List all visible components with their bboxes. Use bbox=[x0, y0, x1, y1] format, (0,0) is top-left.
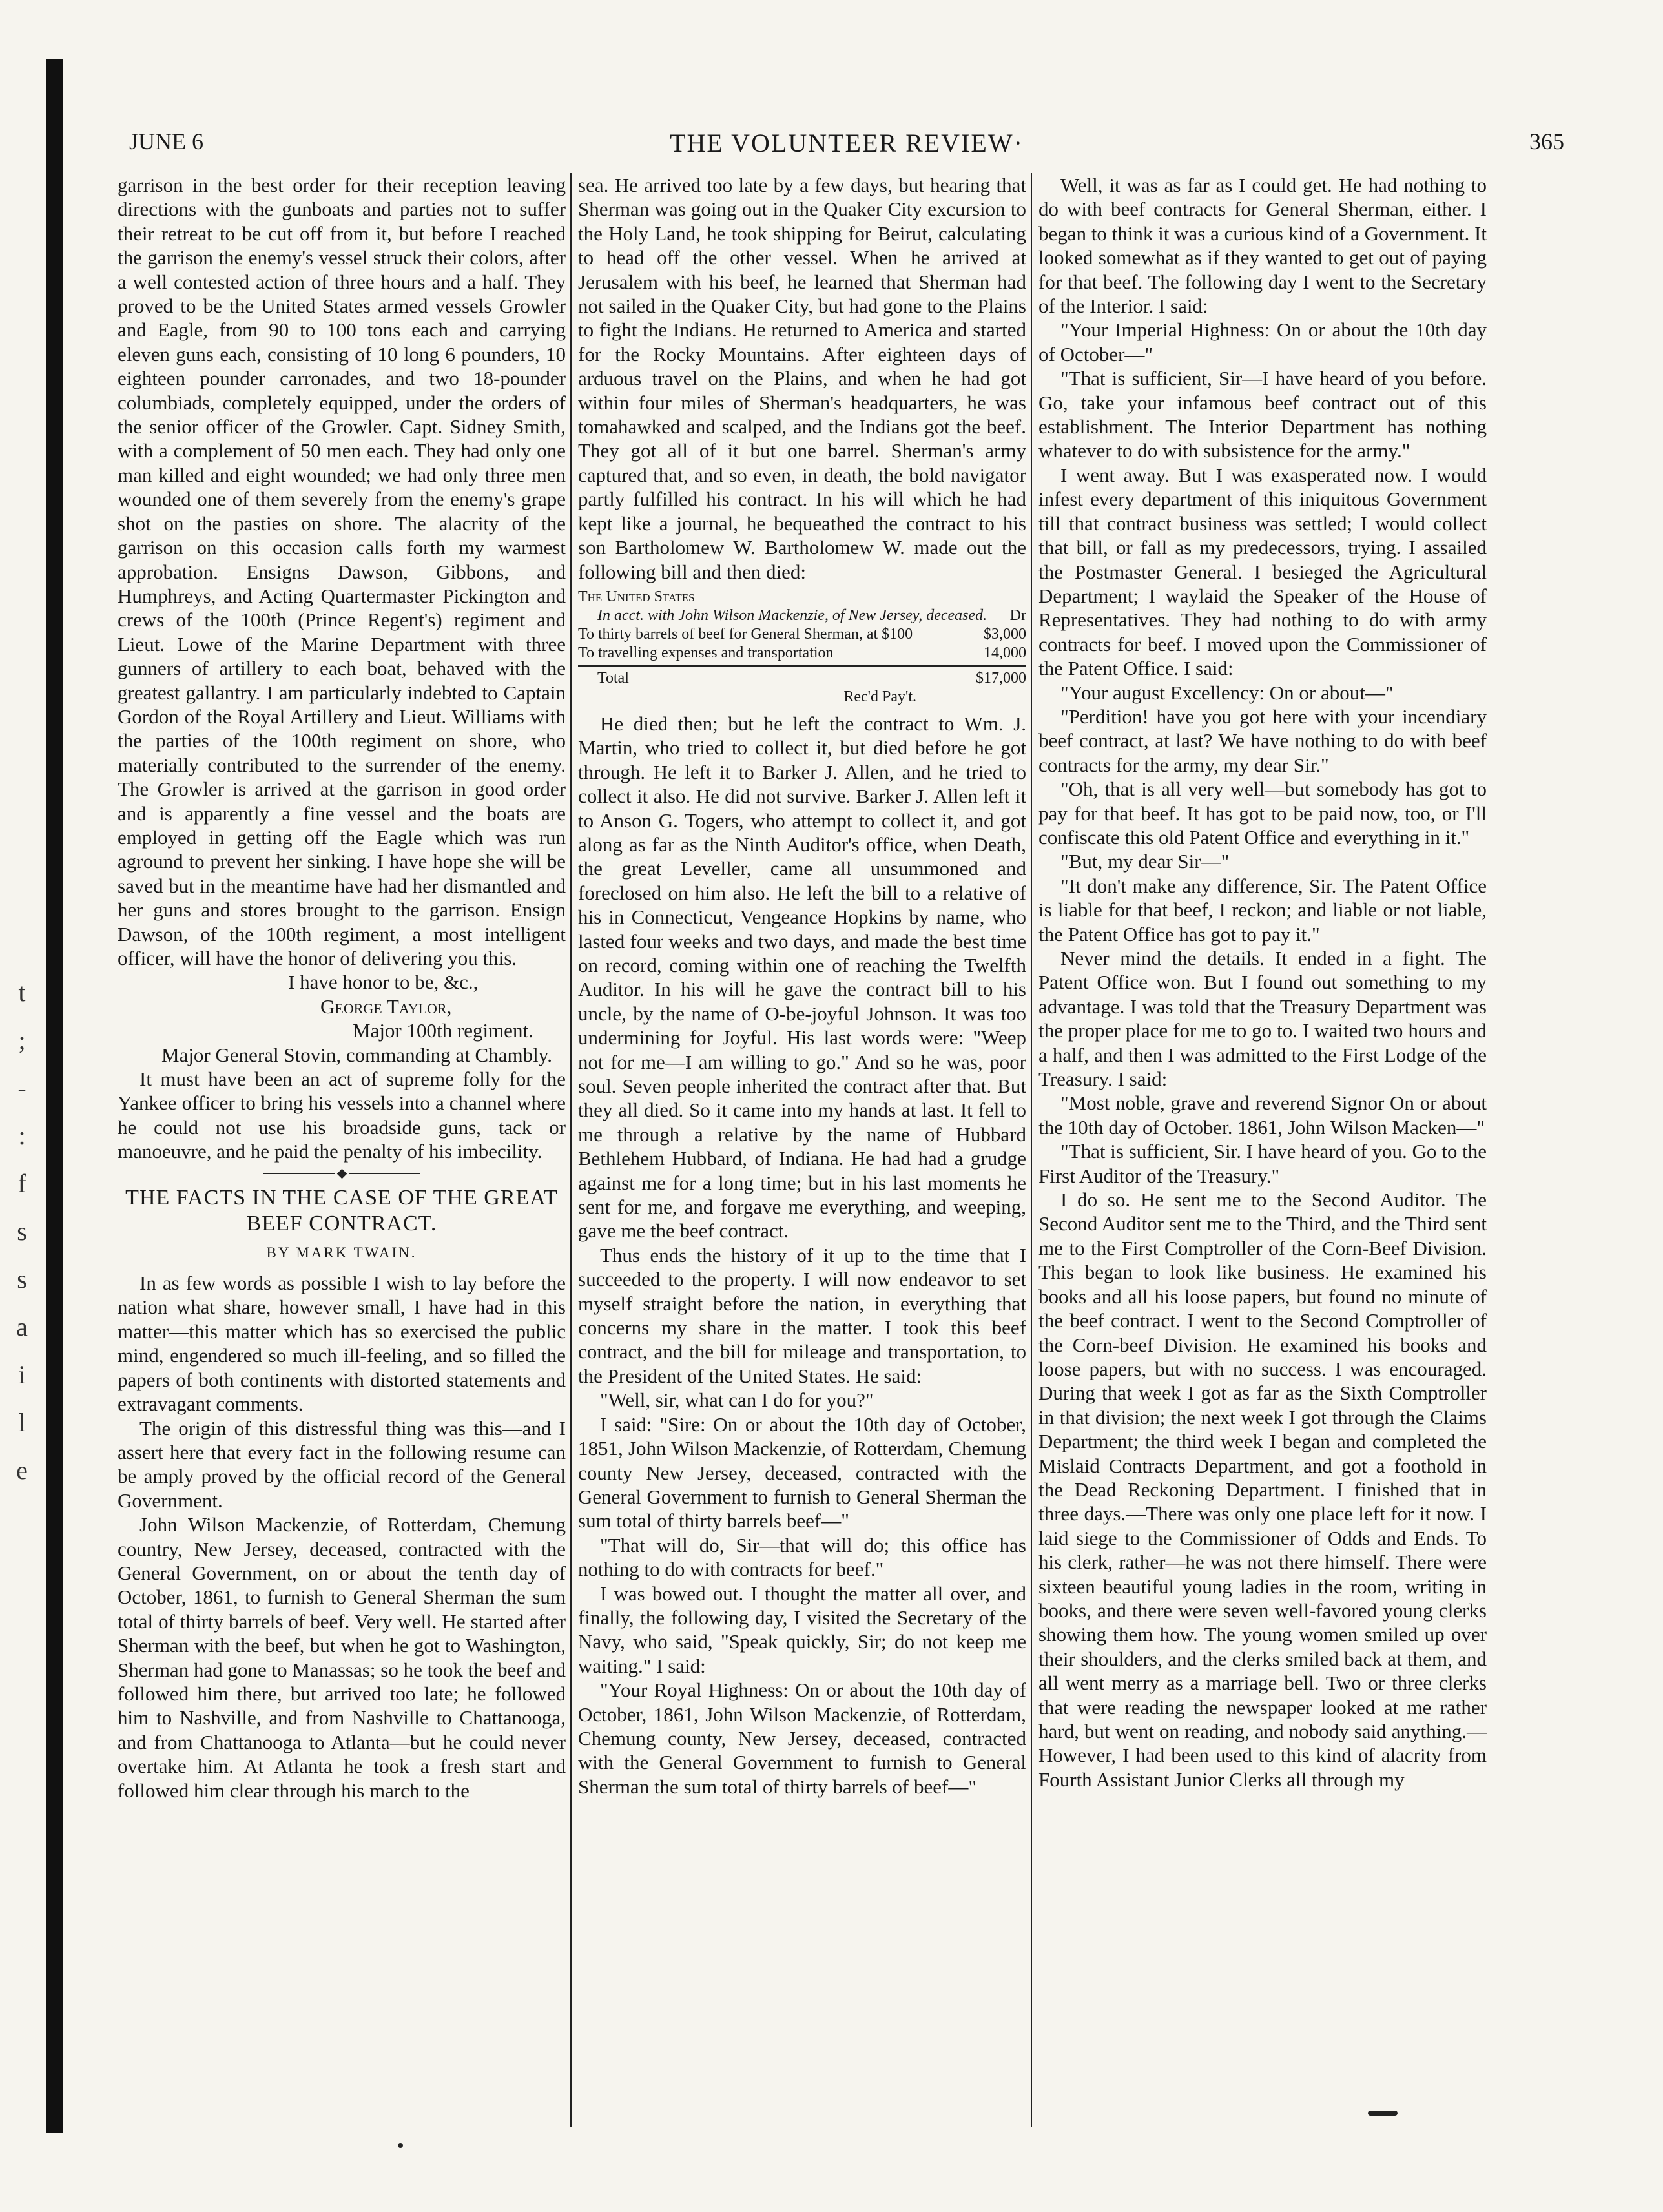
paragraph: "Your Imperial Highness: On or about the 10th day of October—" bbox=[1038, 318, 1487, 366]
letter-rank: Major 100th regiment. bbox=[353, 1019, 533, 1042]
paragraph: "Your Royal Highness: On or about the 10th day of October, 1861, John Wilson Mackenzie, of Rotterdam, Chemung county, New Jersey, deceased, contracted with the General Government to furnish to General Sherman the sum total of thirty barrels of beef—" bbox=[578, 1679, 1026, 1798]
bill-item-amount: $3,000 bbox=[984, 625, 1026, 643]
beef-contract-bill bbox=[578, 588, 1026, 707]
section-separator bbox=[118, 1170, 566, 1177]
masthead-title: THE VOLUNTEER REVIEW· bbox=[670, 129, 1024, 158]
bill-item: To thirty barrels of beef for General Sherman, at $100 bbox=[578, 625, 913, 643]
margin-fragment: ; bbox=[18, 1026, 26, 1055]
paragraph: "That will do, Sir—that will do; this office has nothing to do with contracts for beef." bbox=[578, 1533, 1026, 1581]
margin-fragment: s bbox=[17, 1217, 27, 1246]
paragraph: In as few words as possible I wish to lay before the nation what share, however small, I have had in this matter—this matter which has so exercised the public mind, engendered so much ill-feeling, and so filled the papers of both continents with distorted statements and extravagant comments. bbox=[118, 1272, 566, 1416]
margin-fragments bbox=[3, 969, 41, 1494]
article-byline: BY MARK TWAIN. bbox=[266, 1244, 417, 1261]
paragraph: "Oh, that is all very well—but somebody has got to pay for that beef. It has got to be paid now, too, or I'll confiscate this old Patent Office and everything in it." bbox=[1038, 778, 1487, 849]
letter-signature: George Taylor, bbox=[320, 995, 452, 1018]
bill-item-amount: 14,000 bbox=[984, 644, 1026, 661]
bill-debit-marker: Dr bbox=[1009, 606, 1026, 624]
margin-fragment: f bbox=[17, 1169, 26, 1198]
margin-fragment: i bbox=[18, 1360, 26, 1389]
letter-address: Major General Stovin, commanding at Chambly. bbox=[161, 1043, 552, 1066]
bill-receipt-note: Rec'd Pay't. bbox=[843, 688, 916, 705]
paragraph: "Your august Excellency: On or about—" bbox=[1060, 681, 1394, 704]
paragraph: "Most noble, grave and reverend Signor On or about the 10th day of October. 1861, John Wilson Macken—" bbox=[1038, 1091, 1487, 1139]
bill-heading: The United States bbox=[578, 588, 695, 605]
paragraph: "It don't make any difference, Sir. The Patent Office is liable for that beef, I reckon; and liable or not liable, the Patent Office has got to pay it." bbox=[1038, 874, 1487, 946]
margin-fragment: : bbox=[18, 1121, 26, 1150]
margin-fragment: s bbox=[17, 1265, 27, 1294]
paragraph: I do so. He sent me to the Second Auditor. The Second Auditor sent me to the Third, and the Third sent me to the First Comptroller of the Corn-Beef Division. This began to look like business. He examined his books and all his loose papers, but found no minute of the beef contract. I went to the Second Comptroller of the Corn-beef Division. He examined his books and loose papers, but with no success. I was encouraged. During that week I got as far as the Sixth Comptroller in that division; the next week I got through the Claims Department; the third week I began and completed the Mislaid Contracts Department, and got a foothold in the Dead Reckoning Department. I finished that in three days.—There was only one place left for it now. I laid siege to the Commissioner of Odds and Ends. To his clerk, rather—he was not there himself. There were sixteen beautiful young ladies in the room, writing in books, and there were seven well-favored young clerks showing them how. The young women smiled up over their shoulders, and the clerks smiled back at them, and all went merry as a marriage bell. Two or three clerks that were reading the newspaper looked at me rather hard, but went on reading, and nobody said anything.—However, I had been used to this kind of alacrity from Fourth Assistant Junior Clerks all through my bbox=[1038, 1188, 1487, 1791]
print-mark bbox=[398, 2143, 403, 2148]
margin-fragment: t bbox=[18, 978, 26, 1007]
column-rule bbox=[570, 173, 572, 2127]
header-date: JUNE 6 bbox=[129, 129, 203, 154]
page-header bbox=[129, 128, 1564, 167]
paragraph: John Wilson Mackenzie, of Rotterdam, Chemung country, New Jersey, deceased, contracted with the General Government, on or about the tenth day of October, 1861, to furnish to General Sherman the sum total of thirty barrels of beef. Very well. He started after Sherman with the beef, but when he got to Washington, Sherman had gone to Manassas; so he took the beef and followed him there, but arrived too late; he followed him to Nashville, and from Nashville to Chattanooga, and from Chattanooga to Atlanta—but he could never overtake him. At Atlanta he took a fresh start and followed him clear through his march to the bbox=[118, 1513, 566, 1802]
bill-account-holder: In acct. with John Wilson Mackenzie, of New Jersey, deceased. bbox=[597, 606, 987, 624]
paragraph: I went away. But I was exasperated now. I would infest every department of this iniquitous Government till that contract business was settled; I would collect that bill, or fall as my predecessors, trying. I assailed the Postmaster General. I besieged the Agricultural Department; I waylaid the Speaker of the House of Representatives. They had nothing to do with army contracts for beef. I moved upon the Commissioner of the Patent Office. I said: bbox=[1038, 463, 1487, 680]
bill-item: To travelling expenses and transportation bbox=[578, 644, 834, 661]
article-title: THE FACTS IN THE CASE OF THE GREAT BEEF CONTRACT. bbox=[125, 1185, 558, 1235]
margin-fragment: e bbox=[16, 1456, 28, 1485]
paragraph: He died then; but he left the contract to Wm. J. Martin, who tried to collect it, but died before he got through. He left it to Barker J. Allen, and he tried to collect it also. He did not survive. Barker J. Allen left it to Anson G. Togers, who attempt to collect it, and got along as far as the Ninth Auditor's office, when Death, the great Leveller, came all unsummoned and foreclosed on him also. He left the bill to a relative of his in Connecticut, Vengeance Hopkins by name, who lasted four weeks and two days, and made the best time on record, coming within one of reaching the Twelfth Auditor. In his will he gave the contract bill to his uncle, by the name of O-be-joyful Johnson. It was too undermining for Joyful. His last words were: "Weep not for me—I am willing to go." And so he was, poor soul. Seven people inherited the contract after that. But they all died. So it came into my hands at last. It fell to me through a relative by the name of Hubbard Bethlehem Hubbard, of Indiana. He had had a grudge against me for a long time; but in his last moments he sent for me, and forgave me everything, and weeping, gave me the beef contract. bbox=[578, 712, 1026, 1243]
paragraph: I was bowed out. I thought the matter all over, and finally, the following day, I visited the Secretary of the Navy, who said, "Speak quickly, Sir; do not keep me waiting." I said: bbox=[578, 1582, 1026, 1677]
paragraph: "But, my dear Sir—" bbox=[1060, 850, 1230, 873]
paragraph: "Well, sir, what can I do for you?" bbox=[600, 1389, 874, 1412]
paragraph: I said: "Sire: On or about the 10th day of October, 1851, John Wilson Mackenzie, of Rotterdam, Chemung county New Jersey, deceased, contracted with the General Government to furnish to General Sherman the sum total of thirty barrels beef—" bbox=[578, 1412, 1026, 1533]
paragraph: Thus ends the history of it up to the time that I succeeded to the property. I will now endeavor to set myself straight before the nation, in everything that concerns my share in the matter. I took this beef contract, and the bill for mileage and transportation, to the President of the United States. He said: bbox=[578, 1243, 1026, 1387]
column-1 bbox=[118, 173, 566, 1803]
paragraph: The origin of this distressful thing was this—and I assert here that every fact in the following resume can be amply proved by the official record of the General Government. bbox=[118, 1416, 566, 1512]
margin-fragment: - bbox=[17, 1073, 26, 1102]
paragraph: sea. He arrived too late by a few days, but hearing that Sherman was going out in the Quaker City excursion to the Holy Land, he took shipping for Beirut, calculating to head off the other vessel. When he arrived at Jerusalem with his beef, he learned that Sherman had not sailed in the Quaker City, but had gone to the Plains to fight the Indians. He returned to America and started for the Rocky Mountains. After eighteen days of arduous travel on the Plains, and when he had got within four miles of Sherman's headquarters, he was tomahawked and scalped, and the Indians got the beef. They got all of it but one barrel. Sherman's army captured that, and so even, in death, the bold navigator partly fulfilled his contract. In his will which he had kept like a journal, he bequeathed the contract to his son Bartholomew W. Bartholomew W. made out the following bill and then died: bbox=[578, 174, 1026, 583]
paragraph: It must have been an act of supreme folly for the Yankee officer to bring his vessels into a channel where he could not use his broadside guns, tack or manoeuvre, and he paid the penalty of his imbecility. bbox=[118, 1068, 566, 1163]
margin-fragment: a bbox=[16, 1312, 28, 1341]
paragraph: garrison in the best order for their reception leaving directions with the gunboats and parties not to suffer their retreat to be cut off from it, but before I reached the garrison the enemy's vessel struck their colors, after a well contested action of three hours and a half. They proved to be the United States armed vessels Growler and Eagle, from 90 to 100 tons each and carrying eleven guns each, consisting of 10 long 6 pounders, 10 eighteen pounder carronades, and two 18-pounder columbiads, completely equipped, under the orders of the senior officer of the Growler. Capt. Sidney Smith, with a complement of 50 men each. They had only one man killed and eight wounded; we had only three men wounded one of them severely from the enemy's grape shot on the pasties on shore. The alacrity of the garrison on this occasion calls forth my warmest approbation. Ensigns Dawson, Gibbons, and Humphreys, and Acting Quartermaster Pickington and crews of the 100th (Prince Regent's) regiment and Lieut. Lowe of the Marine Department with three gunners of artillery to each boat, behaved with the greatest gallantry. I am particularly indebted to Captain Gordon of the Royal Artillery and Lieut. Williams with the parties of the 100th regiment on shore, who materially contributed to the surrender of the enemy. The Growler is arrived at the garrison in good order and is apparently a fine vessel and the boats are employed in getting off the Eagle which was run aground to prevent her sinking. I have hope she will be saved but in the meantime have had her dismantled and her guns and stores brought to the garrison. Ensign Dawson, of the 100th regiment, a most intelligent officer, will have the honor of delivering you this. bbox=[118, 174, 566, 969]
column-3 bbox=[1038, 173, 1487, 1792]
print-mark bbox=[1368, 2111, 1398, 2116]
margin-fragment: l bbox=[18, 1408, 26, 1437]
page-number: 365 bbox=[1529, 129, 1564, 154]
letter-closing: I have honor to be, &c., bbox=[288, 971, 479, 994]
paragraph: "That is sufficient, Sir. I have heard of you. Go to the First Auditor of the Treasury." bbox=[1038, 1140, 1487, 1187]
paragraph: Well, it was as far as I could get. He had nothing to do with beef contracts for General Sherman, either. I began to think it was a curious kind of a Government. It looked somewhat as if they wanted to get out of paying for that beef. The following day I went to the Secretary of the Interior. I said: bbox=[1038, 174, 1487, 318]
paragraph: "That is sufficient, Sir—I have heard of you before. Go, take your infamous beef contract out of this establishment. The Interior Department has nothing whatever to do with subsistence for the army." bbox=[1038, 367, 1487, 462]
column-rule bbox=[1031, 173, 1032, 2127]
binding-strip bbox=[46, 59, 63, 2133]
bill-total-label: Total bbox=[597, 669, 629, 687]
bill-total-amount: $17,000 bbox=[976, 669, 1026, 687]
column-2 bbox=[578, 173, 1026, 1799]
paragraph: "Perdition! have you got here with your incendiary beef contract, at last? We have nothing to do with beef contracts for the army, my dear Sir." bbox=[1038, 705, 1487, 776]
paragraph: Never mind the details. It ended in a fight. The Patent Office won. But I found out something to my advantage. I was told that the Treasury Department was the proper place for me to go to. I waited two hours and a half, and then I was admitted to the First Lodge of the Treasury. I said: bbox=[1038, 947, 1487, 1091]
